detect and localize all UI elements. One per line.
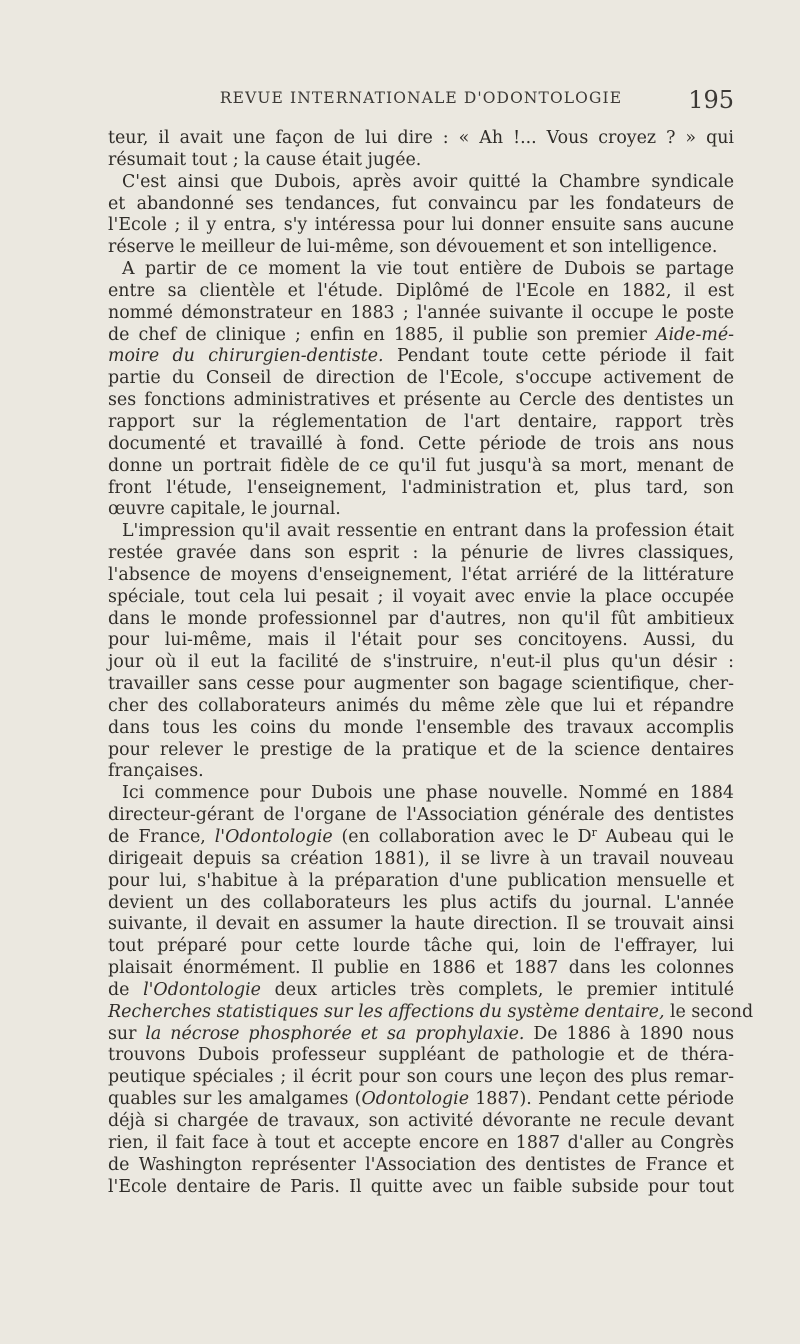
italic-run: Recherches statistiques sur les affections du système dentaire, <box>108 1001 665 1022</box>
text-run: réserve le meilleur de lui-même, son dévouement et son intelligence. <box>108 237 718 258</box>
text-run: œuvre capitale, le journal. <box>108 499 341 520</box>
text-run: pour lui-même, mais il l'était pour ses concitoyens. Aussi, du <box>108 630 734 651</box>
text-run: de Washington représenter l'Association des dentistes de France et <box>108 1154 734 1175</box>
superscript: r <box>591 826 597 840</box>
text-run: pour relever le prestige de la pratique et de la science dentaires <box>108 739 734 760</box>
running-header <box>108 86 734 116</box>
text-run: tout préparé pour cette lourde tâche qui, loin de l'effrayer, lui <box>108 936 734 957</box>
text-run: Pendant toute cette période il fait <box>383 346 734 367</box>
text-line <box>108 587 734 609</box>
text-run: Aubeau qui le <box>596 827 734 847</box>
text-line <box>108 1177 734 1199</box>
text-line <box>108 456 734 478</box>
text-line <box>108 303 734 325</box>
text-run: dans le monde professionnel par d'autres, non qu'il fût ambitieux <box>108 608 734 629</box>
text-line <box>108 849 734 871</box>
text-line <box>108 259 734 281</box>
text-line <box>108 478 734 500</box>
text-run: front l'étude, l'enseignement, l'administration et, plus tard, son <box>108 477 734 498</box>
text-line <box>108 958 734 980</box>
text-run: l'absence de moyens d'enseignement, l'état arriéré de la littérature <box>108 564 734 585</box>
text-run: et abandonné ses tendances, fut convaincu par les fondateurs de <box>108 193 734 214</box>
text-run: nommé démonstrateur en 1883 ; l'année suivante il occupe le poste <box>108 302 734 323</box>
body-text <box>108 128 754 1198</box>
italic-run: l'Odontologie <box>143 979 261 1000</box>
text-run: de chef de clinique ; enfin en 1885, il publie son premier <box>108 324 656 345</box>
text-line <box>108 1024 734 1046</box>
text-line <box>108 1155 734 1177</box>
text-run: Ici commence pour Dubois une phase nouvelle. Nommé en 1884 <box>122 783 734 804</box>
italic-run: moire du chirurgien-dentiste. <box>108 346 384 367</box>
text-run: A partir de ce moment la vie tout entière de Dubois se partage <box>122 259 734 280</box>
text-line <box>108 172 734 194</box>
text-line <box>108 783 734 805</box>
text-line <box>108 1133 734 1155</box>
text-run: rapport sur la réglementation de l'art dentaire, rapport très <box>108 411 734 432</box>
text-run: de <box>108 979 144 1000</box>
text-run: deux articles très complets, le premier intitulé <box>260 979 735 1000</box>
text-line <box>108 630 734 652</box>
text-line <box>108 128 734 150</box>
text-run: teur, il avait une façon de lui dire : « Ah !... Vous croyez ? » qui <box>108 128 734 148</box>
text-run: travailler sans cesse pour augmenter son bagage scientifique, cher- <box>108 674 734 695</box>
text-line <box>108 194 734 216</box>
text-run: le second <box>664 1001 754 1022</box>
text-line <box>108 827 734 849</box>
text-run: suivante, il devait en assumer la haute direction. Il se trouvait ainsi <box>108 914 734 935</box>
text-line <box>108 609 734 631</box>
text-run: documenté et travaillé à fond. Cette période de trois ans nous <box>108 433 734 454</box>
text-run: L'impression qu'il avait ressentie en entrant dans la profession était <box>122 521 734 542</box>
text-line <box>108 543 734 565</box>
text-line <box>108 215 734 237</box>
text-line <box>108 805 734 827</box>
text-run: quables sur les amalgames ( <box>108 1089 362 1110</box>
italic-run: Aide-mé- <box>655 324 734 345</box>
text-run: dirigeait depuis sa création 1881), il se livre à un travail nouveau <box>108 848 734 869</box>
text-line <box>108 150 734 172</box>
text-line <box>108 1111 734 1133</box>
text-line <box>108 936 734 958</box>
text-line <box>108 696 734 718</box>
running-title: REVUE INTERNATIONALE D'ODONTOLOGIE <box>219 89 623 107</box>
page-number: 195 <box>688 86 734 114</box>
text-run: de France, <box>108 827 215 847</box>
text-line <box>108 390 734 412</box>
italic-run: Odontologie <box>361 1089 469 1110</box>
text-run: ses fonctions administratives et présente au Cercle des dentistes un <box>108 390 734 411</box>
text-line <box>108 718 734 740</box>
text-line <box>108 1089 734 1111</box>
text-run: 1887). Pendant cette période <box>469 1089 734 1110</box>
text-line <box>108 980 734 1002</box>
text-line <box>108 346 734 368</box>
text-run: De 1886 à 1890 nous <box>524 1023 734 1044</box>
text-run: cher des collaborateurs animés du même zèle que lui et répandre <box>108 695 734 716</box>
text-line <box>108 521 734 543</box>
text-run: résumait tout ; la cause était jugée. <box>108 149 422 170</box>
text-line <box>108 499 734 521</box>
text-line <box>108 914 734 936</box>
italic-run: l'Odontologie <box>214 827 333 847</box>
text-line <box>108 674 734 696</box>
text-run: l'Ecole dentaire de Paris. Il quitte avec un faible subside pour tout <box>108 1176 734 1197</box>
text-run: directeur-gérant de l'organe de l'Association générale des dentistes <box>108 805 734 826</box>
text-run: plaisait énormément. Il publie en 1886 et 1887 dans les colonnes <box>108 958 734 979</box>
text-run: françaises. <box>108 761 204 782</box>
text-run: partie du Conseil de direction de l'Ecole, s'occupe activement de <box>108 368 734 389</box>
text-line <box>108 565 734 587</box>
text-run: pour lui, s'habitue à la préparation d'une publication mensuelle et <box>108 870 734 891</box>
text-line <box>108 893 734 915</box>
text-run: déjà si chargée de travaux, son activité dévorante ne recule devant <box>108 1110 734 1131</box>
text-line <box>108 871 734 893</box>
text-line <box>108 1045 734 1067</box>
text-run: (en collaboration avec le D <box>332 827 592 847</box>
text-run: rien, il fait face à tout et accepte encore en 1887 d'aller au Congrès <box>108 1132 734 1153</box>
text-line <box>108 281 734 303</box>
text-line <box>108 1067 734 1089</box>
text-line <box>108 740 734 762</box>
text-line <box>108 761 734 783</box>
text-run: spéciale, tout cela lui pesait ; il voyait avec envie la place occupée <box>108 586 734 607</box>
text-line <box>108 368 734 390</box>
text-run: trouvons Dubois professeur suppléant de pathologie et de théra- <box>108 1045 734 1066</box>
text-run: restée gravée dans son esprit : la pénurie de livres classiques, <box>108 543 734 564</box>
text-line <box>108 325 734 347</box>
italic-run: la nécrose phosphorée et sa prophylaxie. <box>145 1023 525 1044</box>
text-run: dans tous les coins du monde l'ensemble des travaux accomplis <box>108 717 734 738</box>
text-run: peutique spéciales ; il écrit pour son cours une leçon des plus remar- <box>108 1067 734 1088</box>
text-run: devient un des collaborateurs les plus actifs du journal. L'année <box>108 892 734 913</box>
text-run: donne un portrait fidèle de ce qu'il fut jusqu'à sa mort, menant de <box>108 455 734 476</box>
text-run: sur <box>108 1023 146 1044</box>
text-line <box>108 412 734 434</box>
text-line <box>108 1001 754 1024</box>
text-run: entre sa clientèle et l'étude. Diplômé de l'Ecole en 1882, il est <box>108 280 734 301</box>
text-run: l'Ecole ; il y entra, s'y intéressa pour lui donner ensuite sans aucune <box>108 215 734 236</box>
text-line <box>108 237 734 259</box>
text-run: jour où il eut la facilité de s'instruire, n'eut-il plus qu'un désir : <box>108 652 734 673</box>
text-run: C'est ainsi que Dubois, après avoir quitté la Chambre syndicale <box>122 171 734 192</box>
text-line <box>108 434 734 456</box>
text-line <box>108 652 734 674</box>
